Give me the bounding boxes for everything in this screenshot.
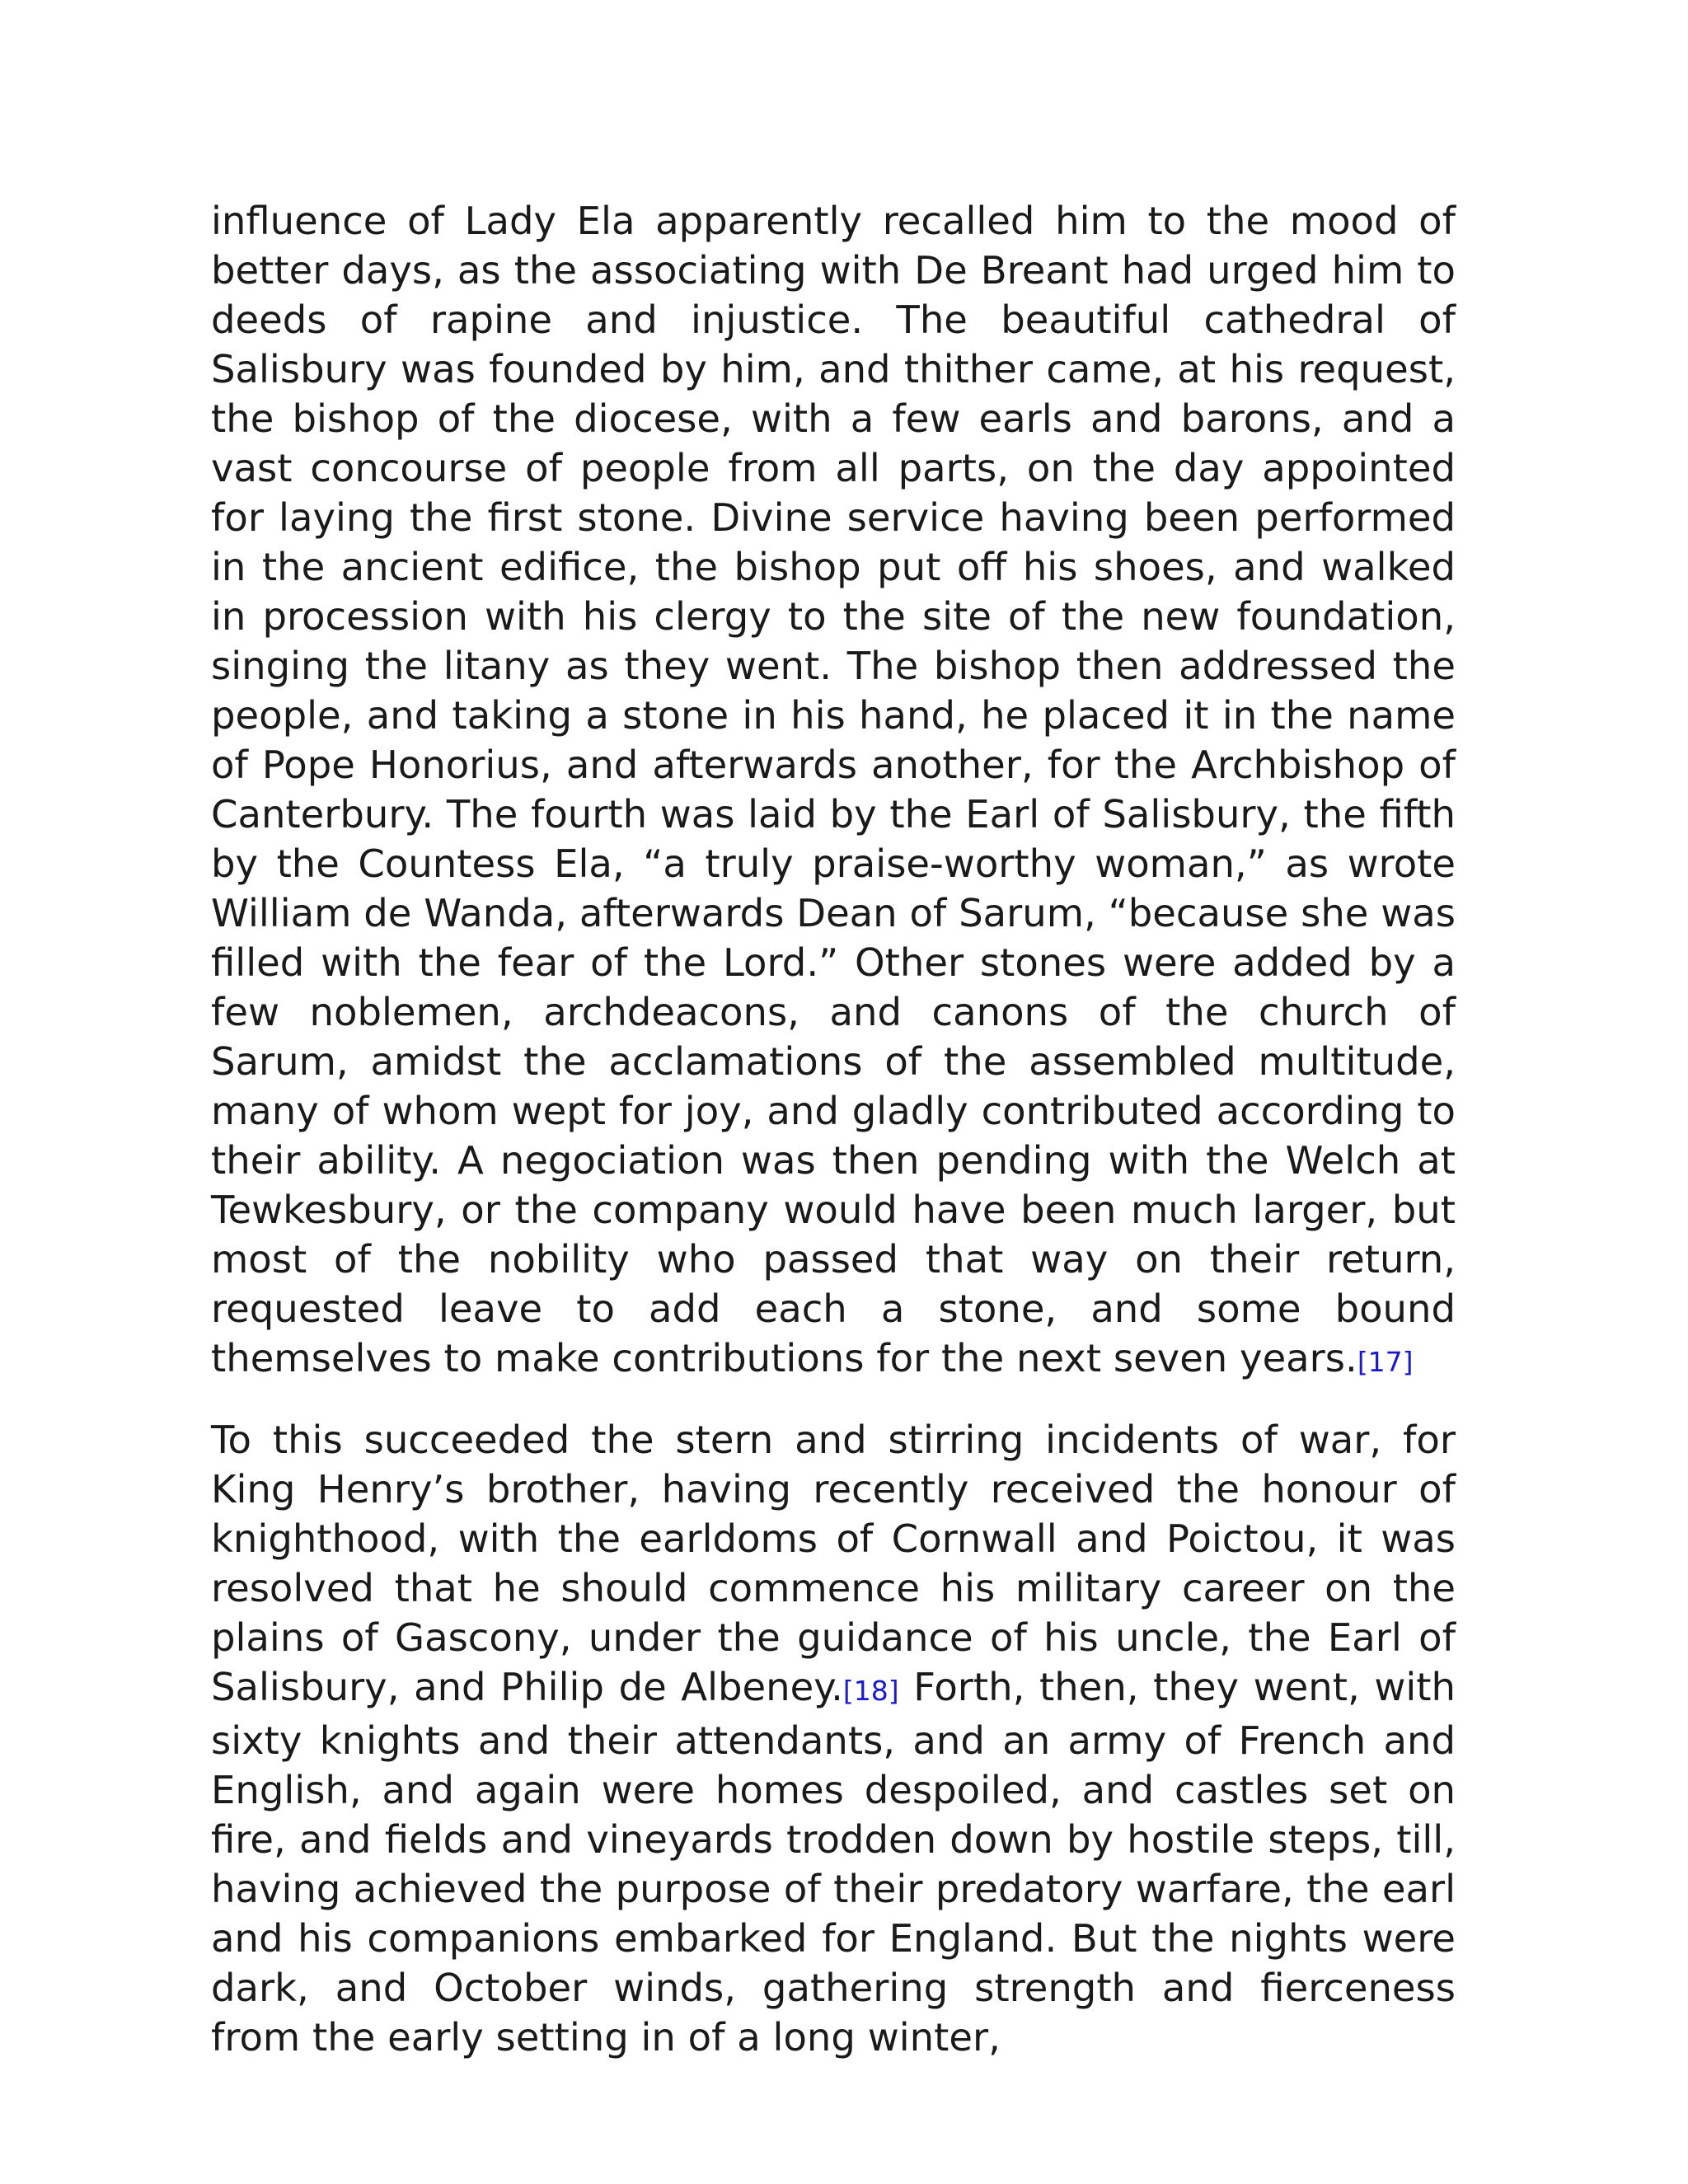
- paragraph-2: [211, 1415, 1456, 2062]
- footnote-link-18[interactable]: [18]: [842, 1675, 899, 1707]
- paragraph-text: To this succeeded the stern and stirring incidents of war, for King Henry’s brother, having recently received the honour of knighthood, with the earldoms of Cornwall and Poictou, it was resolved that he should commence his military career on the plains of Gascony, under the guidance of his uncle, the Earl of Salisbury, and Philip de Albeney.: [211, 1418, 1456, 1709]
- page-content: [211, 196, 1456, 2090]
- paragraph-text: influence of Lady Ela apparently recalled him to the mood of better days, as the associating with De Breant had urged him to deeds of rapine and injustice. The beautiful cathedral of Salisbury was founded by him, and thither came, at his request, the bishop of the diocese, with a few earls and barons, and a vast concourse of people from all parts, on the day appointed for laying the first stone. Divine service having been performed in the ancient edifice, the bishop put off his shoes, and walked in procession with his clergy to the site of the new foundation, singing the litany as they went. The bishop then addressed the people, and taking a stone in his hand, he placed it in the name of Pope Honorius, and afterwards another, for the Archbishop of Canterbury. The fourth was laid by the Earl of Salisbury, the fifth by the Countess Ela, “a truly praise-worthy woman,” as wrote William de Wanda, afterwards Dean of Sarum, “because she was filled with the fear of the Lord.” Other stones were added by a few noblemen, archdeacons, and canons of the church of Sarum, amidst the acclamations of the assembled multitude, many of whom wept for joy, and gladly contributed according to their ability. A negociation was then pending with the Welch at Tewkesbury, or the company would have been much larger, but most of the nobility who passed that way on their return, requested leave to add each a stone, and some bound themselves to make contributions for the next seven years.: [211, 199, 1456, 1380]
- paragraph-1: [211, 196, 1456, 1387]
- footnote-link-17[interactable]: [17]: [1357, 1346, 1414, 1378]
- paragraph-text: Forth, then, they went, with sixty knights and their attendants, and an army of French and English, and again were homes despoiled, and castles set on fire, and fields and vineyards trodden down by hostile steps, till, having achieved the purpose of their predatory warfare, the earl and his companions embarked for England. But the nights were dark, and October winds, gathering strength and fierceness from the early setting in of a long winter,: [211, 1665, 1456, 2060]
